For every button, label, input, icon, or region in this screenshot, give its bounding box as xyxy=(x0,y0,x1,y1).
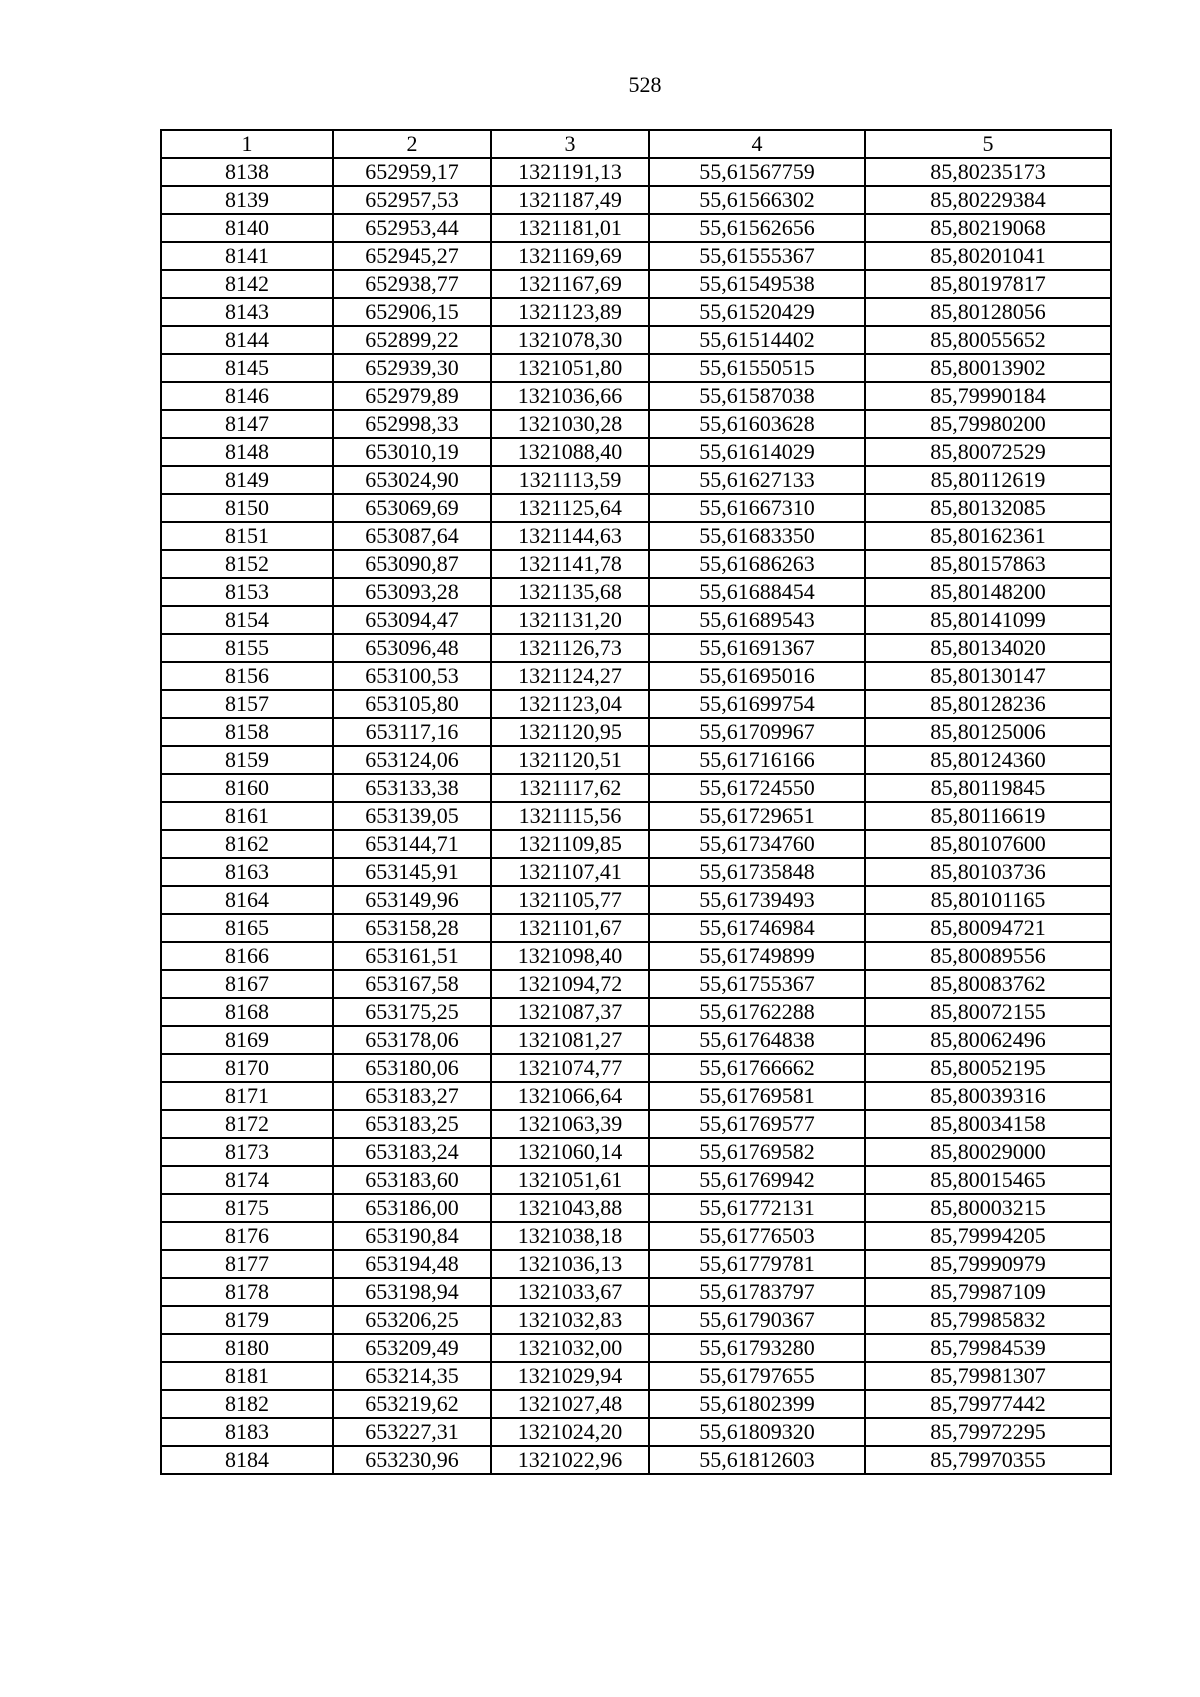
point-number-cell: 8170 xyxy=(161,1054,333,1082)
latitude-cell: 55,61688454 xyxy=(649,578,865,606)
y-coordinate-cell: 1321087,37 xyxy=(491,998,649,1026)
table-row xyxy=(161,970,1111,998)
table-row xyxy=(161,1390,1111,1418)
longitude-cell: 85,80229384 xyxy=(865,186,1111,214)
longitude-cell: 85,80130147 xyxy=(865,662,1111,690)
latitude-cell: 55,61793280 xyxy=(649,1334,865,1362)
longitude-cell: 85,80201041 xyxy=(865,242,1111,270)
x-coordinate-cell: 653087,64 xyxy=(333,522,491,550)
column-header-3: 3 xyxy=(491,130,649,158)
latitude-cell: 55,61739493 xyxy=(649,886,865,914)
column-header-1: 1 xyxy=(161,130,333,158)
point-number-cell: 8158 xyxy=(161,718,333,746)
y-coordinate-cell: 1321060,14 xyxy=(491,1138,649,1166)
table-row xyxy=(161,662,1111,690)
point-number-cell: 8138 xyxy=(161,158,333,186)
y-coordinate-cell: 1321120,95 xyxy=(491,718,649,746)
table-row xyxy=(161,158,1111,186)
longitude-cell: 85,80132085 xyxy=(865,494,1111,522)
table-row xyxy=(161,634,1111,662)
point-number-cell: 8160 xyxy=(161,774,333,802)
longitude-cell: 85,80101165 xyxy=(865,886,1111,914)
latitude-cell: 55,61627133 xyxy=(649,466,865,494)
longitude-cell: 85,80116619 xyxy=(865,802,1111,830)
x-coordinate-cell: 653178,06 xyxy=(333,1026,491,1054)
longitude-cell: 85,80034158 xyxy=(865,1110,1111,1138)
column-header-5: 5 xyxy=(865,130,1111,158)
latitude-cell: 55,61735848 xyxy=(649,858,865,886)
table-row xyxy=(161,802,1111,830)
longitude-cell: 85,79977442 xyxy=(865,1390,1111,1418)
page-number: 528 xyxy=(628,72,662,97)
point-number-cell: 8151 xyxy=(161,522,333,550)
table-row xyxy=(161,270,1111,298)
longitude-cell: 85,79972295 xyxy=(865,1418,1111,1446)
longitude-cell: 85,80112619 xyxy=(865,466,1111,494)
point-number-cell: 8184 xyxy=(161,1446,333,1474)
y-coordinate-cell: 1321181,01 xyxy=(491,214,649,242)
latitude-cell: 55,61699754 xyxy=(649,690,865,718)
x-coordinate-cell: 653194,48 xyxy=(333,1250,491,1278)
y-coordinate-cell: 1321126,73 xyxy=(491,634,649,662)
table-row xyxy=(161,1026,1111,1054)
point-number-cell: 8148 xyxy=(161,438,333,466)
latitude-cell: 55,61514402 xyxy=(649,326,865,354)
longitude-cell: 85,79970355 xyxy=(865,1446,1111,1474)
table-row xyxy=(161,438,1111,466)
x-coordinate-cell: 652959,17 xyxy=(333,158,491,186)
point-number-cell: 8141 xyxy=(161,242,333,270)
x-coordinate-cell: 653144,71 xyxy=(333,830,491,858)
longitude-cell: 85,80148200 xyxy=(865,578,1111,606)
column-header-2: 2 xyxy=(333,130,491,158)
latitude-cell: 55,61776503 xyxy=(649,1222,865,1250)
latitude-cell: 55,61567759 xyxy=(649,158,865,186)
x-coordinate-cell: 653167,58 xyxy=(333,970,491,998)
point-number-cell: 8175 xyxy=(161,1194,333,1222)
longitude-cell: 85,79987109 xyxy=(865,1278,1111,1306)
table-row xyxy=(161,1418,1111,1446)
latitude-cell: 55,61550515 xyxy=(649,354,865,382)
longitude-cell: 85,80128236 xyxy=(865,690,1111,718)
latitude-cell: 55,61562656 xyxy=(649,214,865,242)
point-number-cell: 8144 xyxy=(161,326,333,354)
y-coordinate-cell: 1321033,67 xyxy=(491,1278,649,1306)
y-coordinate-cell: 1321187,49 xyxy=(491,186,649,214)
latitude-cell: 55,61520429 xyxy=(649,298,865,326)
point-number-cell: 8149 xyxy=(161,466,333,494)
longitude-cell: 85,80089556 xyxy=(865,942,1111,970)
latitude-cell: 55,61769577 xyxy=(649,1110,865,1138)
table-row xyxy=(161,550,1111,578)
latitude-cell: 55,61683350 xyxy=(649,522,865,550)
y-coordinate-cell: 1321107,41 xyxy=(491,858,649,886)
y-coordinate-cell: 1321167,69 xyxy=(491,270,649,298)
y-coordinate-cell: 1321030,28 xyxy=(491,410,649,438)
y-coordinate-cell: 1321051,61 xyxy=(491,1166,649,1194)
longitude-cell: 85,80197817 xyxy=(865,270,1111,298)
longitude-cell: 85,79990979 xyxy=(865,1250,1111,1278)
y-coordinate-cell: 1321135,68 xyxy=(491,578,649,606)
y-coordinate-cell: 1321036,13 xyxy=(491,1250,649,1278)
point-number-cell: 8179 xyxy=(161,1306,333,1334)
y-coordinate-cell: 1321043,88 xyxy=(491,1194,649,1222)
x-coordinate-cell: 652957,53 xyxy=(333,186,491,214)
latitude-cell: 55,61587038 xyxy=(649,382,865,410)
y-coordinate-cell: 1321027,48 xyxy=(491,1390,649,1418)
longitude-cell: 85,80003215 xyxy=(865,1194,1111,1222)
latitude-cell: 55,61749899 xyxy=(649,942,865,970)
point-number-cell: 8173 xyxy=(161,1138,333,1166)
table-row xyxy=(161,578,1111,606)
y-coordinate-cell: 1321032,00 xyxy=(491,1334,649,1362)
point-number-cell: 8159 xyxy=(161,746,333,774)
latitude-cell: 55,61614029 xyxy=(649,438,865,466)
table-row xyxy=(161,1362,1111,1390)
point-number-cell: 8177 xyxy=(161,1250,333,1278)
x-coordinate-cell: 653149,96 xyxy=(333,886,491,914)
table-row xyxy=(161,1306,1111,1334)
table-row xyxy=(161,382,1111,410)
longitude-cell: 85,80134020 xyxy=(865,634,1111,662)
x-coordinate-cell: 652899,22 xyxy=(333,326,491,354)
point-number-cell: 8140 xyxy=(161,214,333,242)
longitude-cell: 85,80094721 xyxy=(865,914,1111,942)
table-row xyxy=(161,998,1111,1026)
latitude-cell: 55,61549538 xyxy=(649,270,865,298)
latitude-cell: 55,61779781 xyxy=(649,1250,865,1278)
longitude-cell: 85,80052195 xyxy=(865,1054,1111,1082)
longitude-cell: 85,79981307 xyxy=(865,1362,1111,1390)
x-coordinate-cell: 653230,96 xyxy=(333,1446,491,1474)
point-number-cell: 8150 xyxy=(161,494,333,522)
point-number-cell: 8174 xyxy=(161,1166,333,1194)
latitude-cell: 55,61691367 xyxy=(649,634,865,662)
latitude-cell: 55,61734760 xyxy=(649,830,865,858)
x-coordinate-cell: 653094,47 xyxy=(333,606,491,634)
point-number-cell: 8169 xyxy=(161,1026,333,1054)
table-header xyxy=(161,130,1111,158)
table-row xyxy=(161,746,1111,774)
latitude-cell: 55,61769582 xyxy=(649,1138,865,1166)
latitude-cell: 55,61812603 xyxy=(649,1446,865,1474)
longitude-cell: 85,79994205 xyxy=(865,1222,1111,1250)
table-row xyxy=(161,1054,1111,1082)
y-coordinate-cell: 1321022,96 xyxy=(491,1446,649,1474)
y-coordinate-cell: 1321051,80 xyxy=(491,354,649,382)
longitude-cell: 85,80128056 xyxy=(865,298,1111,326)
point-number-cell: 8172 xyxy=(161,1110,333,1138)
latitude-cell: 55,61729651 xyxy=(649,802,865,830)
longitude-cell: 85,80039316 xyxy=(865,1082,1111,1110)
point-number-cell: 8139 xyxy=(161,186,333,214)
longitude-cell: 85,79985832 xyxy=(865,1306,1111,1334)
longitude-cell: 85,79984539 xyxy=(865,1334,1111,1362)
point-number-cell: 8143 xyxy=(161,298,333,326)
latitude-cell: 55,61809320 xyxy=(649,1418,865,1446)
point-number-cell: 8181 xyxy=(161,1362,333,1390)
table-row xyxy=(161,690,1111,718)
longitude-cell: 85,80015465 xyxy=(865,1166,1111,1194)
y-coordinate-cell: 1321088,40 xyxy=(491,438,649,466)
latitude-cell: 55,61802399 xyxy=(649,1390,865,1418)
x-coordinate-cell: 652939,30 xyxy=(333,354,491,382)
latitude-cell: 55,61772131 xyxy=(649,1194,865,1222)
table-row xyxy=(161,718,1111,746)
table-row xyxy=(161,858,1111,886)
x-coordinate-cell: 653158,28 xyxy=(333,914,491,942)
x-coordinate-cell: 653209,49 xyxy=(333,1334,491,1362)
y-coordinate-cell: 1321066,64 xyxy=(491,1082,649,1110)
x-coordinate-cell: 652998,33 xyxy=(333,410,491,438)
longitude-cell: 85,80072155 xyxy=(865,998,1111,1026)
x-coordinate-cell: 653219,62 xyxy=(333,1390,491,1418)
x-coordinate-cell: 653117,16 xyxy=(333,718,491,746)
table-row xyxy=(161,298,1111,326)
x-coordinate-cell: 653124,06 xyxy=(333,746,491,774)
x-coordinate-cell: 653198,94 xyxy=(333,1278,491,1306)
y-coordinate-cell: 1321131,20 xyxy=(491,606,649,634)
table-row xyxy=(161,1334,1111,1362)
latitude-cell: 55,61755367 xyxy=(649,970,865,998)
point-number-cell: 8178 xyxy=(161,1278,333,1306)
latitude-cell: 55,61762288 xyxy=(649,998,865,1026)
latitude-cell: 55,61689543 xyxy=(649,606,865,634)
longitude-cell: 85,80013902 xyxy=(865,354,1111,382)
y-coordinate-cell: 1321101,67 xyxy=(491,914,649,942)
y-coordinate-cell: 1321105,77 xyxy=(491,886,649,914)
y-coordinate-cell: 1321113,59 xyxy=(491,466,649,494)
longitude-cell: 85,80125006 xyxy=(865,718,1111,746)
latitude-cell: 55,61790367 xyxy=(649,1306,865,1334)
y-coordinate-cell: 1321094,72 xyxy=(491,970,649,998)
point-number-cell: 8152 xyxy=(161,550,333,578)
x-coordinate-cell: 652953,44 xyxy=(333,214,491,242)
x-coordinate-cell: 653161,51 xyxy=(333,942,491,970)
y-coordinate-cell: 1321191,13 xyxy=(491,158,649,186)
table-row xyxy=(161,242,1111,270)
y-coordinate-cell: 1321038,18 xyxy=(491,1222,649,1250)
y-coordinate-cell: 1321117,62 xyxy=(491,774,649,802)
longitude-cell: 85,80103736 xyxy=(865,858,1111,886)
column-header-4: 4 xyxy=(649,130,865,158)
y-coordinate-cell: 1321123,04 xyxy=(491,690,649,718)
x-coordinate-cell: 653093,28 xyxy=(333,578,491,606)
x-coordinate-cell: 653090,87 xyxy=(333,550,491,578)
y-coordinate-cell: 1321098,40 xyxy=(491,942,649,970)
latitude-cell: 55,61686263 xyxy=(649,550,865,578)
latitude-cell: 55,61667310 xyxy=(649,494,865,522)
latitude-cell: 55,61783797 xyxy=(649,1278,865,1306)
x-coordinate-cell: 653227,31 xyxy=(333,1418,491,1446)
y-coordinate-cell: 1321029,94 xyxy=(491,1362,649,1390)
latitude-cell: 55,61746984 xyxy=(649,914,865,942)
point-number-cell: 8156 xyxy=(161,662,333,690)
table-body xyxy=(161,158,1111,1474)
x-coordinate-cell: 653105,80 xyxy=(333,690,491,718)
x-coordinate-cell: 653069,69 xyxy=(333,494,491,522)
y-coordinate-cell: 1321115,56 xyxy=(491,802,649,830)
x-coordinate-cell: 653183,27 xyxy=(333,1082,491,1110)
longitude-cell: 85,80157863 xyxy=(865,550,1111,578)
table-row xyxy=(161,1138,1111,1166)
longitude-cell: 85,80083762 xyxy=(865,970,1111,998)
latitude-cell: 55,61797655 xyxy=(649,1362,865,1390)
point-number-cell: 8168 xyxy=(161,998,333,1026)
x-coordinate-cell: 653133,38 xyxy=(333,774,491,802)
y-coordinate-cell: 1321124,27 xyxy=(491,662,649,690)
point-number-cell: 8157 xyxy=(161,690,333,718)
latitude-cell: 55,61766662 xyxy=(649,1054,865,1082)
latitude-cell: 55,61555367 xyxy=(649,242,865,270)
y-coordinate-cell: 1321074,77 xyxy=(491,1054,649,1082)
point-number-cell: 8155 xyxy=(161,634,333,662)
y-coordinate-cell: 1321078,30 xyxy=(491,326,649,354)
y-coordinate-cell: 1321123,89 xyxy=(491,298,649,326)
x-coordinate-cell: 653096,48 xyxy=(333,634,491,662)
table-row xyxy=(161,1194,1111,1222)
x-coordinate-cell: 653100,53 xyxy=(333,662,491,690)
y-coordinate-cell: 1321032,83 xyxy=(491,1306,649,1334)
y-coordinate-cell: 1321120,51 xyxy=(491,746,649,774)
latitude-cell: 55,61769581 xyxy=(649,1082,865,1110)
y-coordinate-cell: 1321169,69 xyxy=(491,242,649,270)
longitude-cell: 85,80072529 xyxy=(865,438,1111,466)
point-number-cell: 8180 xyxy=(161,1334,333,1362)
longitude-cell: 85,80055652 xyxy=(865,326,1111,354)
point-number-cell: 8147 xyxy=(161,410,333,438)
latitude-cell: 55,61709967 xyxy=(649,718,865,746)
x-coordinate-cell: 652906,15 xyxy=(333,298,491,326)
table-row xyxy=(161,1082,1111,1110)
point-number-cell: 8171 xyxy=(161,1082,333,1110)
longitude-cell: 85,79990184 xyxy=(865,382,1111,410)
point-number-cell: 8176 xyxy=(161,1222,333,1250)
y-coordinate-cell: 1321141,78 xyxy=(491,550,649,578)
table-row xyxy=(161,1278,1111,1306)
longitude-cell: 85,80141099 xyxy=(865,606,1111,634)
point-number-cell: 8163 xyxy=(161,858,333,886)
table-row xyxy=(161,522,1111,550)
y-coordinate-cell: 1321024,20 xyxy=(491,1418,649,1446)
table-row xyxy=(161,1222,1111,1250)
table-row xyxy=(161,494,1111,522)
x-coordinate-cell: 653190,84 xyxy=(333,1222,491,1250)
header-row xyxy=(161,130,1111,158)
longitude-cell: 85,80162361 xyxy=(865,522,1111,550)
x-coordinate-cell: 653186,00 xyxy=(333,1194,491,1222)
x-coordinate-cell: 653206,25 xyxy=(333,1306,491,1334)
x-coordinate-cell: 653175,25 xyxy=(333,998,491,1026)
coordinates-table xyxy=(160,129,1112,1475)
latitude-cell: 55,61764838 xyxy=(649,1026,865,1054)
table-row xyxy=(161,830,1111,858)
y-coordinate-cell: 1321109,85 xyxy=(491,830,649,858)
point-number-cell: 8142 xyxy=(161,270,333,298)
x-coordinate-cell: 653139,05 xyxy=(333,802,491,830)
table-row xyxy=(161,186,1111,214)
x-coordinate-cell: 653145,91 xyxy=(333,858,491,886)
point-number-cell: 8145 xyxy=(161,354,333,382)
y-coordinate-cell: 1321081,27 xyxy=(491,1026,649,1054)
y-coordinate-cell: 1321125,64 xyxy=(491,494,649,522)
longitude-cell: 85,79980200 xyxy=(865,410,1111,438)
latitude-cell: 55,61566302 xyxy=(649,186,865,214)
table-row xyxy=(161,1110,1111,1138)
table-row xyxy=(161,354,1111,382)
point-number-cell: 8162 xyxy=(161,830,333,858)
latitude-cell: 55,61724550 xyxy=(649,774,865,802)
x-coordinate-cell: 653214,35 xyxy=(333,1362,491,1390)
x-coordinate-cell: 652979,89 xyxy=(333,382,491,410)
table-row xyxy=(161,466,1111,494)
table-row xyxy=(161,774,1111,802)
y-coordinate-cell: 1321036,66 xyxy=(491,382,649,410)
latitude-cell: 55,61603628 xyxy=(649,410,865,438)
x-coordinate-cell: 653183,25 xyxy=(333,1110,491,1138)
point-number-cell: 8167 xyxy=(161,970,333,998)
latitude-cell: 55,61769942 xyxy=(649,1166,865,1194)
longitude-cell: 85,80235173 xyxy=(865,158,1111,186)
x-coordinate-cell: 653024,90 xyxy=(333,466,491,494)
point-number-cell: 8164 xyxy=(161,886,333,914)
longitude-cell: 85,80062496 xyxy=(865,1026,1111,1054)
table-row xyxy=(161,326,1111,354)
point-number-cell: 8182 xyxy=(161,1390,333,1418)
table-row xyxy=(161,410,1111,438)
x-coordinate-cell: 653180,06 xyxy=(333,1054,491,1082)
point-number-cell: 8146 xyxy=(161,382,333,410)
table-row xyxy=(161,1250,1111,1278)
point-number-cell: 8154 xyxy=(161,606,333,634)
point-number-cell: 8165 xyxy=(161,914,333,942)
x-coordinate-cell: 652945,27 xyxy=(333,242,491,270)
table-row xyxy=(161,914,1111,942)
x-coordinate-cell: 652938,77 xyxy=(333,270,491,298)
longitude-cell: 85,80124360 xyxy=(865,746,1111,774)
y-coordinate-cell: 1321063,39 xyxy=(491,1110,649,1138)
table-row xyxy=(161,606,1111,634)
longitude-cell: 85,80119845 xyxy=(865,774,1111,802)
point-number-cell: 8153 xyxy=(161,578,333,606)
longitude-cell: 85,80029000 xyxy=(865,1138,1111,1166)
x-coordinate-cell: 653183,60 xyxy=(333,1166,491,1194)
point-number-cell: 8166 xyxy=(161,942,333,970)
table-row xyxy=(161,886,1111,914)
latitude-cell: 55,61716166 xyxy=(649,746,865,774)
latitude-cell: 55,61695016 xyxy=(649,662,865,690)
x-coordinate-cell: 653010,19 xyxy=(333,438,491,466)
table-row xyxy=(161,942,1111,970)
longitude-cell: 85,80219068 xyxy=(865,214,1111,242)
point-number-cell: 8161 xyxy=(161,802,333,830)
table-row xyxy=(161,214,1111,242)
x-coordinate-cell: 653183,24 xyxy=(333,1138,491,1166)
y-coordinate-cell: 1321144,63 xyxy=(491,522,649,550)
longitude-cell: 85,80107600 xyxy=(865,830,1111,858)
table-row xyxy=(161,1166,1111,1194)
table-row xyxy=(161,1446,1111,1474)
point-number-cell: 8183 xyxy=(161,1418,333,1446)
